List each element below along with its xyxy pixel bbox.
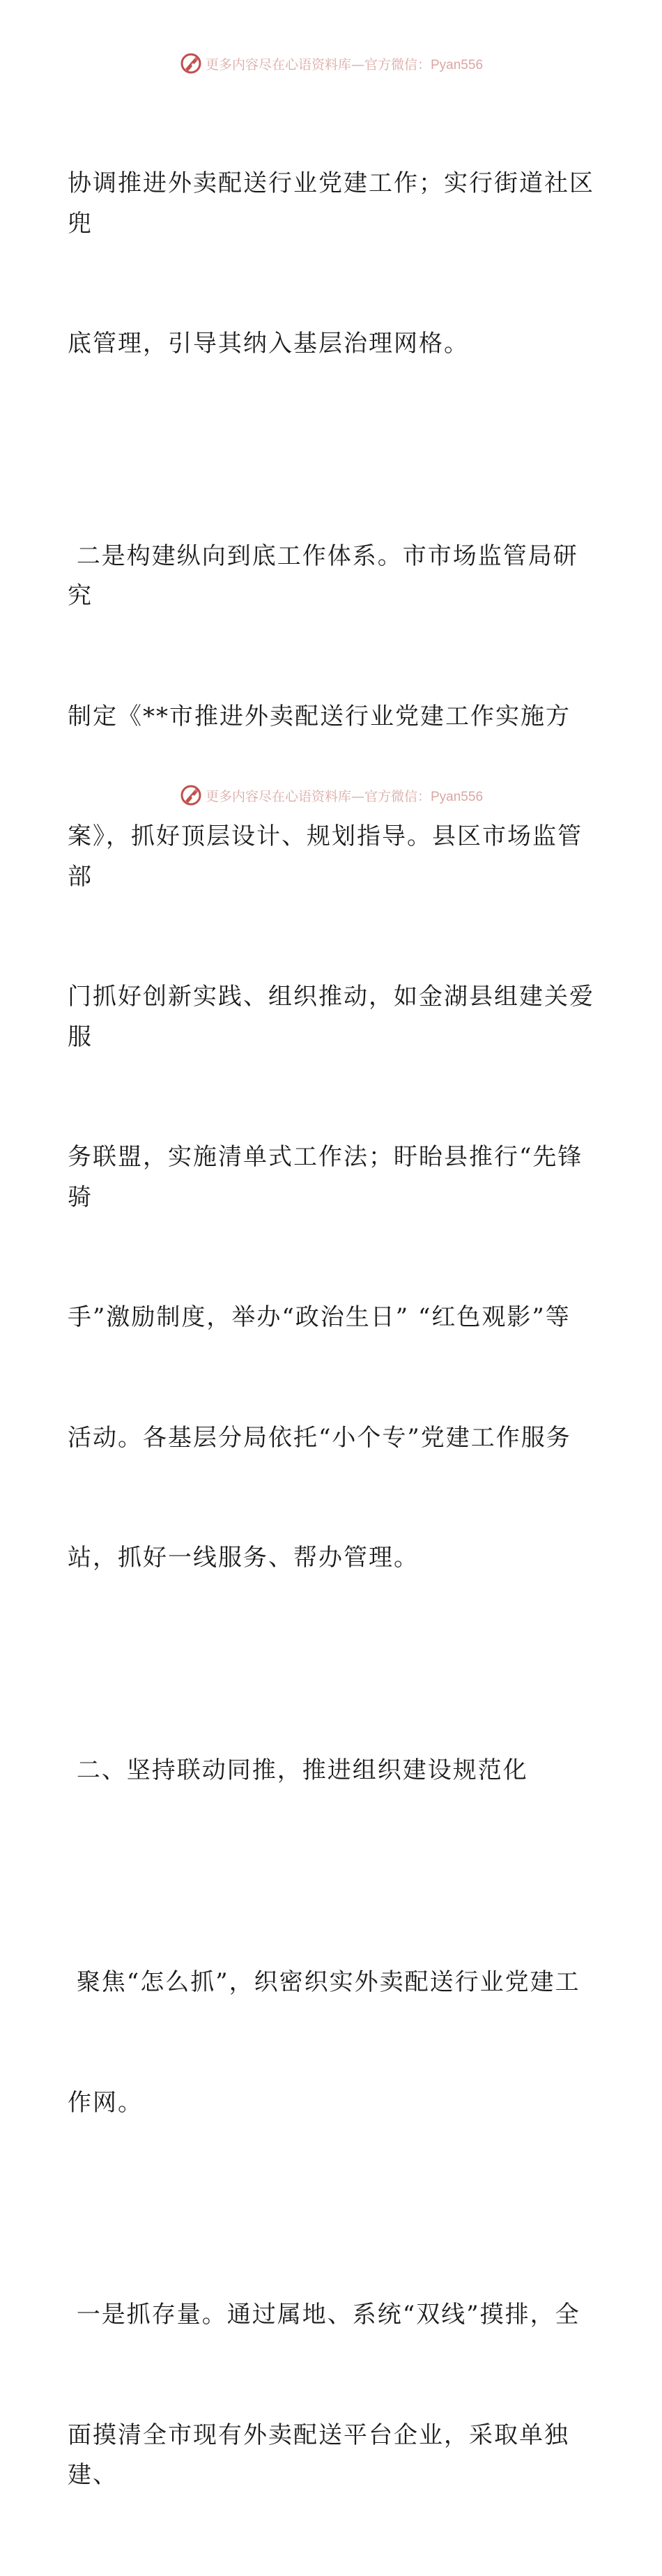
text-line: 活动。各基层分局依托“小个专”党建工作服务 (68, 1423, 571, 1452)
text-line: 聚焦“怎么抓”，织密织实外卖配送行业党建工 (68, 1968, 580, 1996)
text-line: 作网。 (68, 2088, 143, 2117)
footer-watermark (0, 781, 662, 809)
paragraph (68, 2215, 597, 2576)
document-body (68, 84, 597, 2576)
paragraph (68, 457, 597, 1659)
text-line: 一是抓存量。通过属地、系统“双线”摸排，全 (68, 2301, 580, 2329)
text-line: 协调推进外卖配送行业党建工作；实行街道社区兜 (68, 169, 594, 238)
text-line: 二是构建纵向到底工作体系。市市场监管局研究 (68, 542, 578, 610)
text-line: 制定《**市推进外卖配送行业党建工作实施方 (68, 702, 571, 730)
text-line: 案》，抓好顶层设计、规划指导。县区市场监管部 (68, 822, 583, 891)
watermark-text: 更多内容尽在心语资料库— (205, 56, 364, 72)
paragraph (68, 1883, 597, 2203)
text-line: 务联盟，实施清单式工作法；盱眙县推行“先锋骑 (68, 1143, 583, 1211)
paragraph (68, 84, 597, 445)
watermark-wechat: 官方微信：Pyan556 (364, 57, 484, 72)
text-line: 手”激励制度，举办“政治生日” “红色观影”等 (68, 1303, 571, 1331)
pen-logo-icon (179, 52, 203, 75)
header-watermark (0, 49, 662, 77)
pen-logo-icon (179, 783, 203, 807)
text-line: 站，抓好一线服务、帮办管理。 (68, 1544, 419, 1572)
watermark-text: 更多内容尽在心语资料库— (205, 788, 364, 804)
watermark-wechat: 官方微信：Pyan556 (364, 789, 484, 804)
text-line: 二、坚持联动同推，推进组织建设规范化 (68, 1756, 528, 1784)
text-line: 门抓好创新实践、组织推动，如金湖县组建关爱服 (68, 983, 594, 1051)
text-line: 底管理，引导其纳入基层治理网格。 (68, 330, 469, 358)
text-line: 面摸清全市现有外卖配送平台企业，采取单独建、 (68, 2421, 569, 2489)
section-heading (68, 1671, 597, 1871)
